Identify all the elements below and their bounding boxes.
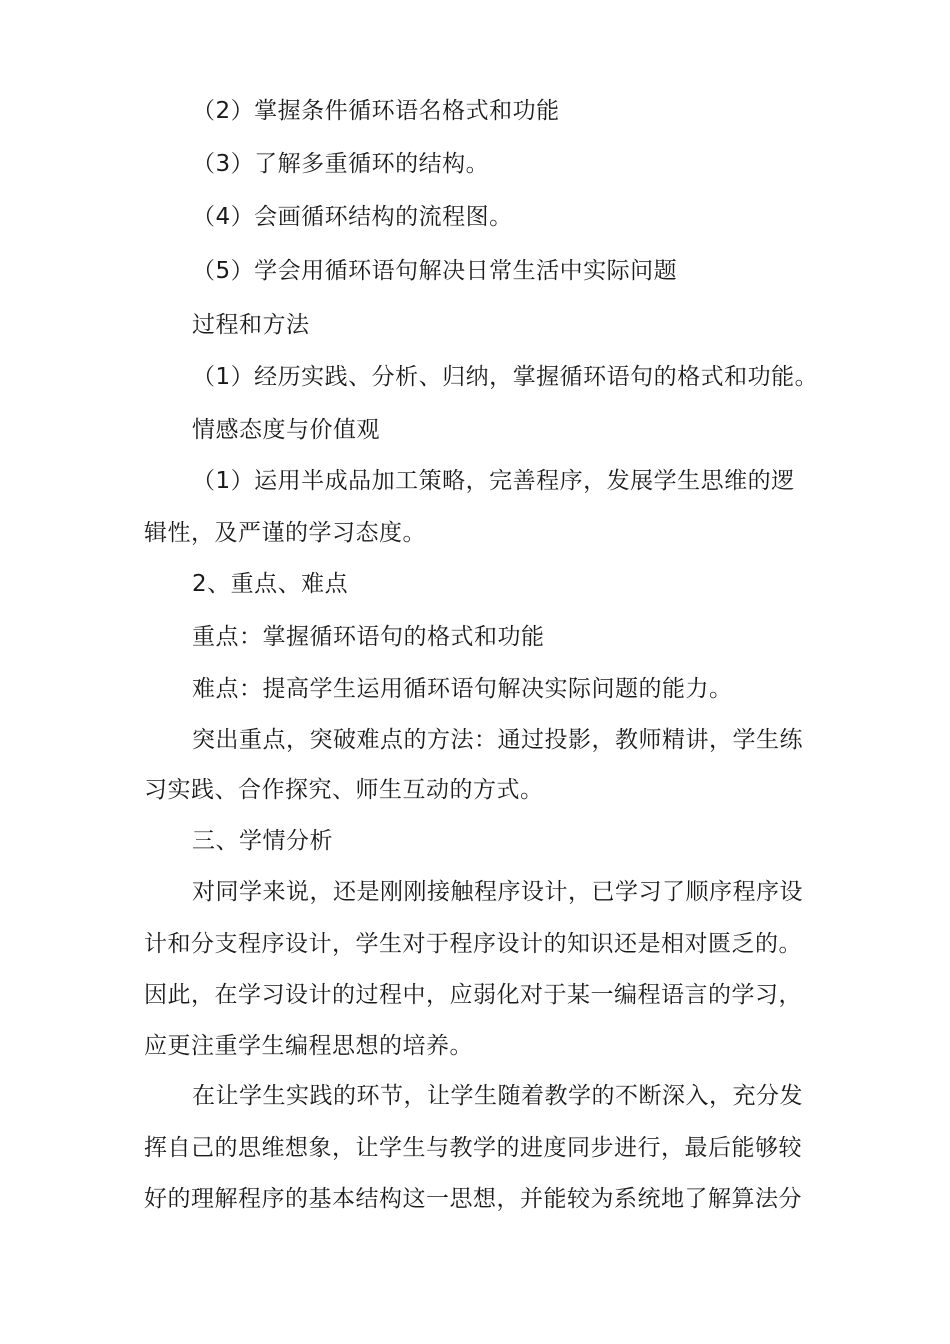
section-heading: 2、重点、难点 [192,571,349,597]
text-line: 好的理解程序的基本结构这一思想，并能较为系统地了解算法分 [144,1186,802,1212]
text-line: 计和分支程序设计，学生对于程序设计的知识还是相对匮乏的。 [144,931,802,957]
section-heading: 情感态度与价值观 [192,417,380,443]
text-line: （4）会画循环结构的流程图。 [192,204,513,230]
text-line: （5）学会用循环语句解决日常生活中实际问题 [192,258,678,284]
text-line: （3）了解多重循环的结构。 [192,151,490,177]
text-line: 辑性，及严谨的学习态度。 [144,520,426,546]
text-line: （1）运用半成品加工策略，完善程序，发展学生思维的逻 [192,468,795,494]
text-line: （2）掌握条件循环语名格式和功能 [192,98,560,124]
text-line: 习实践、合作探究、师生互动的方式。 [144,777,544,803]
text-line: 对同学来说，还是刚刚接触程序设计，已学习了顺序程序设 [192,879,803,905]
section-heading: 三、学情分析 [192,828,333,854]
text-line: 挥自己的思维想象，让学生与教学的进度同步进行，最后能够较 [144,1135,802,1161]
text-line: 重点：掌握循环语句的格式和功能 [192,624,545,650]
section-heading: 过程和方法 [192,312,310,338]
text-line: 在让学生实践的环节，让学生随着教学的不断深入，充分发 [192,1083,803,1109]
text-line: 难点：提高学生运用循环语句解决实际问题的能力。 [192,676,733,702]
text-line: 应更注重学生编程思想的培养。 [144,1033,473,1059]
text-line: （1）经历实践、分析、归纳，掌握循环语句的格式和功能。 [192,364,819,390]
text-line: 因此，在学习设计的过程中，应弱化对于某一编程语言的学习， [144,982,802,1008]
text-line: 突出重点，突破难点的方法：通过投影，教师精讲，学生练 [192,727,803,753]
